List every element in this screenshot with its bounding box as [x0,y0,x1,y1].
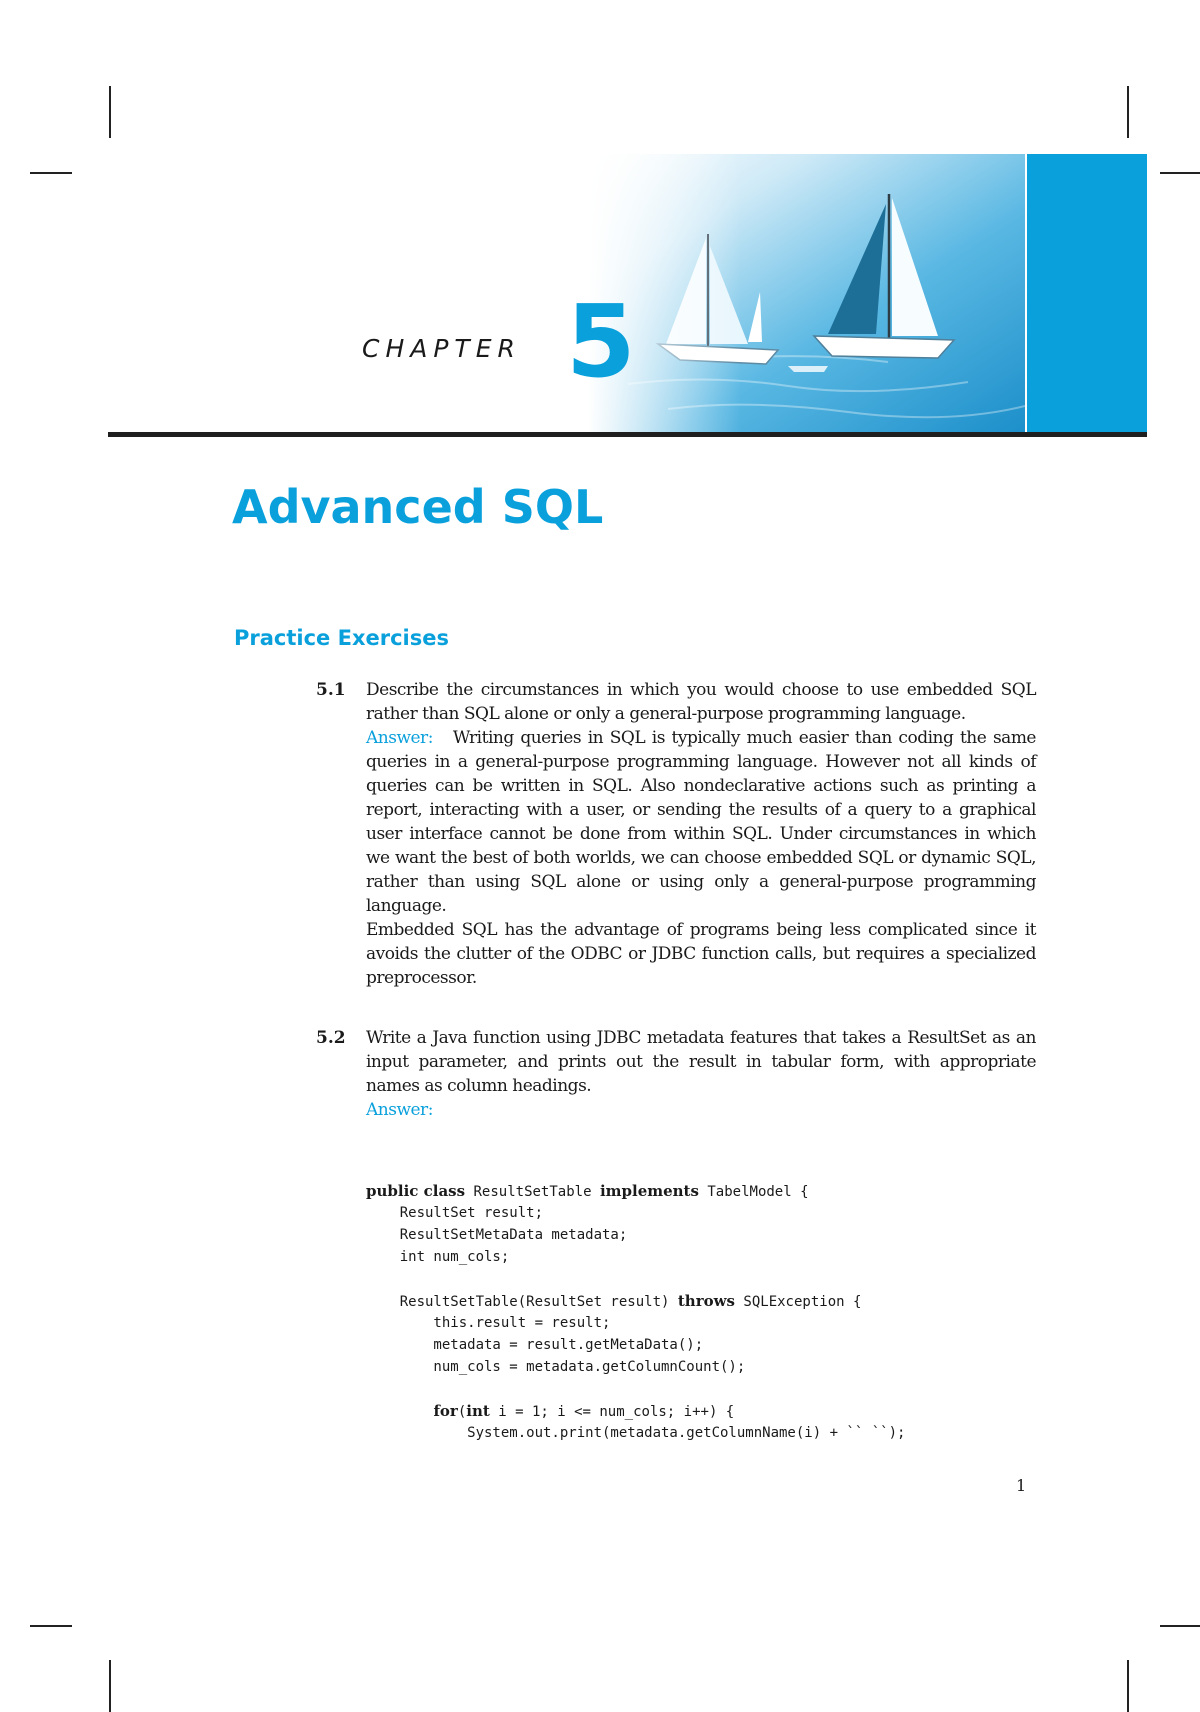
exercise-number: 5.1 [316,680,346,700]
chapter-number: 5 [566,283,636,400]
code-text: int num_cols; [366,1249,510,1265]
code-text: metadata = result.getMetaData(); [366,1337,704,1353]
code-text: TabelModel { [698,1184,809,1200]
exercise-answer-paragraph [366,726,1036,918]
code-listing [366,1180,905,1444]
answer-text: Writing queries in SQL is typically much easier than coding the same queries in a general-purpose programming language. However not all kinds of queries can be written in SQL. Also nondeclarative actions such as printing a report, interacting with a user, or sending the results of a query to a graphical user interface cannot be done from within SQL. Under circumstances in which we want the best of both worlds, we can choose embedded SQL or dynamic SQL, rather than using SQL alone or using only a general-purpose programming language. [366,728,1036,916]
code-line [366,1400,905,1422]
crop-mark-bottom-left-h [30,1625,72,1627]
code-text: ResultSet result; [366,1205,544,1221]
code-text: i = 1; i <= num_cols; i++) { [489,1404,735,1420]
code-keyword: for [433,1402,458,1420]
crop-mark-top-left-h [30,172,72,174]
chapter-banner-accent-bar [1027,154,1147,433]
code-line [366,1202,905,1224]
code-line [366,1268,905,1290]
exercise-number: 5.2 [316,1028,346,1048]
code-text: ResultSetMetaData metadata; [366,1227,628,1243]
answer-label: Answer: [366,1100,433,1120]
code-text: this.result = result; [366,1315,611,1331]
code-line [366,1378,905,1400]
page-number: 1 [1016,1476,1027,1495]
chapter-label: CHAPTER [362,334,521,363]
chapter-rule [108,432,1147,437]
code-text: System.out.print(metadata.getColumnName(i) + `` ``); [366,1425,906,1441]
crop-mark-top-right-v [1127,86,1129,138]
code-text: SQLException { [734,1294,862,1310]
code-line [366,1356,905,1378]
crop-mark-bottom-left-v [109,1660,111,1712]
chapter-title: Advanced SQL [232,480,604,534]
code-line [366,1312,905,1334]
sailboat-banner-image [588,154,1025,433]
section-heading: Practice Exercises [234,626,449,650]
code-text [366,1404,433,1420]
crop-mark-bottom-right-h [1160,1625,1200,1627]
exercise-question: Write a Java function using JDBC metadata features that takes a ResultSet as an input parameter, and prints out the result in tabular form, with appropriate names as column headings. [366,1028,1036,1096]
code-text: ResultSetTable [465,1184,600,1200]
code-text: ( [457,1404,467,1420]
exercise-5-1 [316,678,1036,990]
code-line [366,1224,905,1246]
answer-text: Embedded SQL has the advantage of programs being less complicated since it avoids the clutter of the ODBC or JDBC function calls, but requires a specialized preprocessor. [366,920,1036,988]
code-text: num_cols = metadata.getColumnCount(); [366,1359,746,1375]
answer-label: Answer: [366,728,433,748]
exercise-5-2 [316,1026,1036,1122]
exercise-question: Describe the circumstances in which you would choose to use embedded SQL rather than SQL alone or only a general-purpose programming language. [366,680,1036,724]
crop-mark-bottom-right-v [1127,1660,1129,1712]
code-text: ResultSetTable(ResultSet result) [366,1294,678,1310]
crop-mark-top-left-v [109,86,111,138]
code-line [366,1422,905,1444]
code-line [366,1290,905,1312]
code-keyword: implements [599,1182,699,1200]
code-keyword: int [466,1402,490,1420]
code-line [366,1180,905,1202]
crop-mark-top-right-h [1160,172,1200,174]
code-keyword: public class [366,1182,466,1200]
code-line [366,1246,905,1268]
code-line [366,1334,905,1356]
code-keyword: throws [677,1292,735,1310]
